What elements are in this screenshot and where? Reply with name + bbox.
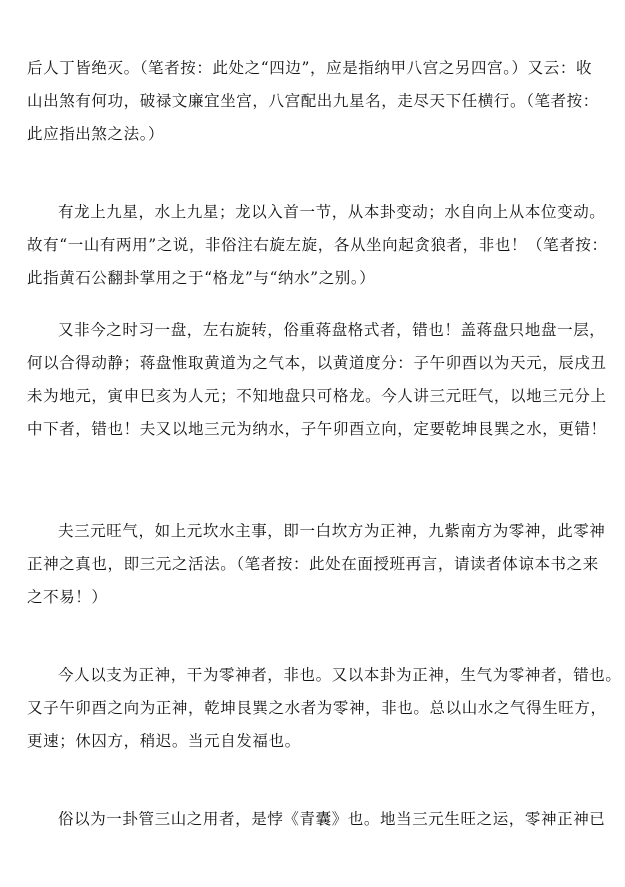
paragraph-2 [27, 196, 608, 295]
text-line: 后人丁皆绝灭。（笔者按：此处之“四边”，应是指纳甲八宫之另四宫。）又云：收 [27, 59, 593, 77]
text-line: 夫三元旺气，如上元坎水主事，即一白坎方为正神，九紫南方为零神，此零神 [58, 522, 606, 540]
text-line: 故有“一山有两用”之说，非俗注右旋左旋，各从坐向起贪狼者，非也！（笔者按： [27, 236, 608, 254]
text-line: 有龙上九星，水上九星；龙以入首一节，从本卦变动；水自向上从本位变动。 [58, 203, 606, 221]
paragraph-4 [27, 515, 606, 614]
paragraph-1 [27, 52, 601, 151]
text-line: 之不易！） [27, 588, 108, 606]
text-line: 何以合得动静；蒋盘惟取黄道为之气本，以黄道度分：子午卯酉以为天元，辰戌丑 [27, 354, 607, 372]
paragraph-5 [27, 659, 622, 758]
paragraph-6 [27, 803, 606, 836]
text-line: 未为地元，寅申巳亥为人元；不知地盘只可格龙。今人讲三元旺气，以地三元分上 [27, 387, 607, 405]
text-line: 正神之真也，即三元之活法。（笔者按：此处在面授班再言，请读者体谅本书之来 [27, 555, 599, 573]
text-line: 山出煞有何功，破禄文廉宜坐宫，八宫配出九星名，走尽天下任横行。（笔者按： [27, 92, 599, 110]
text-line: 又非今之时习一盘，左右旋转，俗重蒋盘格式者，错也！盖蒋盘只地盘一层， [58, 321, 606, 339]
text-line: 又子午卯酉之向为正神，乾坤艮巽之水者为零神，非也。总以山水之气得生旺方， [27, 699, 607, 717]
paragraph-3 [27, 314, 607, 446]
text-line: 此指黄石公翻卦掌用之于“格龙”与“纳水”之别。） [27, 269, 376, 287]
text-line: 俗以为一卦管三山之用者，是悖《青囊》也。地当三元生旺之运，零神正神已 [58, 810, 606, 828]
text-line: 中下者，错也！夫又以地三元为纳水，子午卯酉立向，定要乾坤艮巽之水，更错！ [27, 420, 607, 438]
text-line: 此应指出煞之法。） [27, 125, 165, 143]
text-line: 更速；休囚方，稍迟。当元自发福也。 [27, 732, 301, 750]
text-line: 今人以支为正神，干为零神者，非也。又以本卦为正神，生气为零神者，错也。 [58, 666, 622, 684]
